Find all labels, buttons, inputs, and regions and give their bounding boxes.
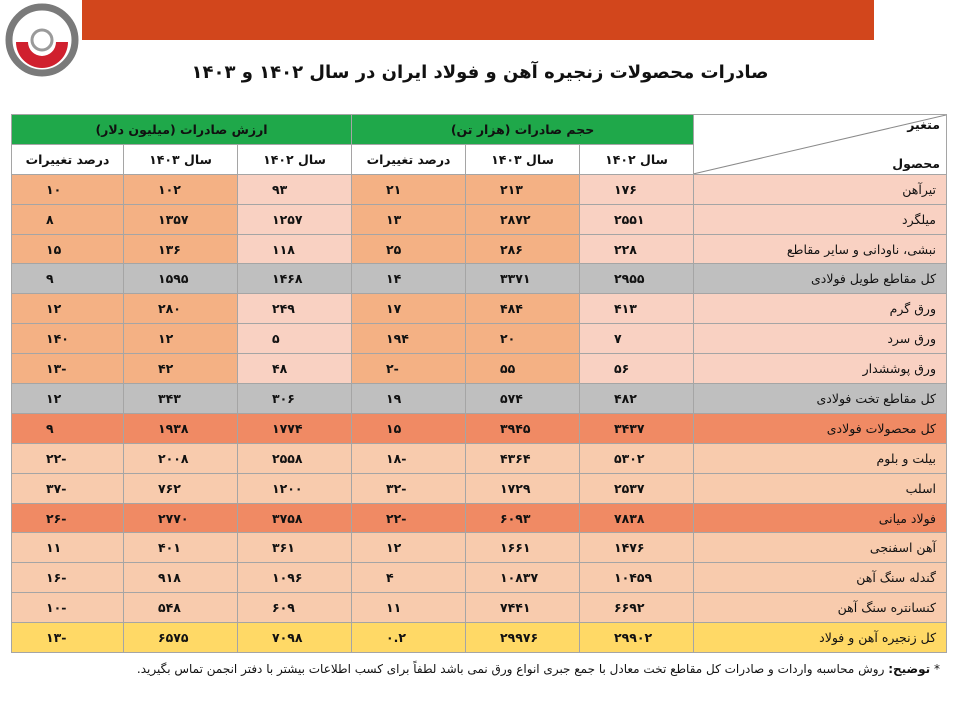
val-1403-cell: ۳۴۳ [124, 384, 238, 414]
vol-1402-cell: ۲۵۵۱ [580, 204, 694, 234]
vol-1403-cell: ۳۹۴۵ [466, 413, 580, 443]
table-row [12, 473, 947, 503]
footnote-text: روش محاسبه واردات و صادرات کل مقاطع تخت معادل با جمع جبری انواع ورق نمی باشد لطفاً برای کسب اطلاعات بیشتر با دفتر انجمن تماس بگیرید. [136, 662, 885, 676]
vol-change-cell: ۴ [352, 563, 466, 593]
vol-1402-cell: ۲۵۳۷ [580, 473, 694, 503]
val-1402-cell: ۳۰۶ [238, 384, 352, 414]
vol-1402-cell: ۵۶ [580, 354, 694, 384]
product-name-cell: گندله سنگ آهن [694, 563, 947, 593]
val-change-cell: ۱۲ [12, 294, 124, 324]
val-1402-cell: ۱۷۷۴ [238, 413, 352, 443]
val-1402-cell: ۱۲۰۰ [238, 473, 352, 503]
vol-change-cell: ۱۱ [352, 593, 466, 623]
vol-change-cell: -۲ [352, 354, 466, 384]
vol-1403-cell: ۵۵ [466, 354, 580, 384]
product-name-cell: کل مقاطع طویل فولادی [694, 264, 947, 294]
vol-1403-cell: ۱۶۶۱ [466, 533, 580, 563]
vol-change-cell: -۲۲ [352, 503, 466, 533]
val-1402-cell: ۱۴۶۸ [238, 264, 352, 294]
vol-change-cell: ۲۱ [352, 174, 466, 204]
val-1402-cell: ۲۵۵۸ [238, 443, 352, 473]
vol-1402-cell: ۲۹۵۵ [580, 264, 694, 294]
table-row [12, 354, 947, 384]
val-change-cell: ۱۰ [12, 174, 124, 204]
vol-change-cell: ۱۲ [352, 533, 466, 563]
table-row [12, 324, 947, 354]
val-change-cell: -۱۳ [12, 623, 124, 653]
footnote-label: توضیح: [888, 662, 931, 676]
val-1402-cell: ۳۶۱ [238, 533, 352, 563]
vol-1403-cell: ۲۸۶ [466, 234, 580, 264]
footnote-star: * [934, 662, 940, 676]
top-banner-bar [82, 0, 874, 40]
val-1402-cell: ۳۷۵۸ [238, 503, 352, 533]
product-name-cell: کنسانتره سنگ آهن [694, 593, 947, 623]
val-1402-cell: ۲۴۹ [238, 294, 352, 324]
vol-1403-cell: ۲۹۹۷۶ [466, 623, 580, 653]
val-1403-cell: ۱۹۳۸ [124, 413, 238, 443]
vol-change-cell: ۰.۲ [352, 623, 466, 653]
header-variable-label: متغیر [907, 117, 941, 132]
vol-change-cell: -۳۲ [352, 473, 466, 503]
header-val-1403: سال ۱۴۰۳ [124, 144, 238, 174]
val-1402-cell: ۱۱۸ [238, 234, 352, 264]
val-1403-cell: ۲۰۰۸ [124, 443, 238, 473]
product-name-cell: میلگرد [694, 204, 947, 234]
val-1403-cell: ۱۵۹۵ [124, 264, 238, 294]
table-row [12, 384, 947, 414]
table-row [12, 593, 947, 623]
vol-1402-cell: ۳۴۳۷ [580, 413, 694, 443]
val-1402-cell: ۵ [238, 324, 352, 354]
table-row [12, 563, 947, 593]
vol-1402-cell: ۷۸۳۸ [580, 503, 694, 533]
product-name-cell: تیرآهن [694, 174, 947, 204]
val-change-cell: -۱۶ [12, 563, 124, 593]
vol-1403-cell: ۳۳۷۱ [466, 264, 580, 294]
val-1403-cell: ۶۵۷۵ [124, 623, 238, 653]
val-1403-cell: ۹۱۸ [124, 563, 238, 593]
val-1402-cell: ۱۰۹۶ [238, 563, 352, 593]
val-1402-cell: ۴۸ [238, 354, 352, 384]
table-row [12, 623, 947, 653]
val-change-cell: -۳۷ [12, 473, 124, 503]
table-row [12, 533, 947, 563]
vol-change-cell: ۱۴ [352, 264, 466, 294]
vol-1402-cell: ۵۳۰۲ [580, 443, 694, 473]
product-name-cell: کل مقاطع تخت فولادی [694, 384, 947, 414]
vol-change-cell: ۱۹۴ [352, 324, 466, 354]
val-1403-cell: ۴۰۱ [124, 533, 238, 563]
header-volume-group: حجم صادرات (هزار تن) [352, 115, 694, 145]
vol-1403-cell: ۲۱۳ [466, 174, 580, 204]
vol-change-cell: ۱۵ [352, 413, 466, 443]
vol-1402-cell: ۱۰۴۵۹ [580, 563, 694, 593]
table-row [12, 294, 947, 324]
vol-1402-cell: ۱۷۶ [580, 174, 694, 204]
vol-change-cell: ۱۷ [352, 294, 466, 324]
val-change-cell: ۱۱ [12, 533, 124, 563]
table-row [12, 234, 947, 264]
exports-table [11, 114, 947, 653]
table-row [12, 264, 947, 294]
header-value-group: ارزش صادرات (میلیون دلار) [12, 115, 352, 145]
footnote [10, 660, 940, 678]
header-val-change: درصد تغییرات [12, 144, 124, 174]
product-name-cell: کل زنجیره آهن و فولاد [694, 623, 947, 653]
vol-1402-cell: ۴۸۲ [580, 384, 694, 414]
table-row [12, 204, 947, 234]
val-1403-cell: ۲۸۰ [124, 294, 238, 324]
val-1403-cell: ۴۲ [124, 354, 238, 384]
product-name-cell: ورق سرد [694, 324, 947, 354]
val-change-cell: -۲۲ [12, 443, 124, 473]
vol-1403-cell: ۶۰۹۳ [466, 503, 580, 533]
val-change-cell: -۱۳ [12, 354, 124, 384]
product-name-cell: ورق پوششدار [694, 354, 947, 384]
vol-1403-cell: ۲۸۷۲ [466, 204, 580, 234]
vol-1403-cell: ۱۷۲۹ [466, 473, 580, 503]
val-1403-cell: ۵۴۸ [124, 593, 238, 623]
val-1402-cell: ۶۰۹ [238, 593, 352, 623]
vol-1402-cell: ۷ [580, 324, 694, 354]
page-title: صادرات محصولات زنجیره آهن و فولاد ایران در سال ۱۴۰۲ و ۱۴۰۳ [191, 62, 769, 83]
vol-1402-cell: ۴۱۳ [580, 294, 694, 324]
product-name-cell: آهن اسفنجی [694, 533, 947, 563]
vol-1403-cell: ۴۳۶۴ [466, 443, 580, 473]
vol-1402-cell: ۲۲۸ [580, 234, 694, 264]
val-change-cell: -۱۰ [12, 593, 124, 623]
val-1402-cell: ۱۲۵۷ [238, 204, 352, 234]
val-1403-cell: ۱۲ [124, 324, 238, 354]
val-1403-cell: ۱۰۲ [124, 174, 238, 204]
product-name-cell: فولاد میانی [694, 503, 947, 533]
header-product-label: محصول [892, 155, 941, 171]
val-change-cell: -۲۶ [12, 503, 124, 533]
vol-1403-cell: ۲۰ [466, 324, 580, 354]
vol-1402-cell: ۲۹۹۰۲ [580, 623, 694, 653]
table-row [12, 174, 947, 204]
vol-1402-cell: ۱۴۷۶ [580, 533, 694, 563]
product-name-cell: نبشی، ناودانی و سایر مقاطع [694, 234, 947, 264]
product-name-cell: کل محصولات فولادی [694, 413, 947, 443]
vol-1403-cell: ۷۴۴۱ [466, 593, 580, 623]
vol-change-cell: -۱۸ [352, 443, 466, 473]
vol-1403-cell: ۱۰۸۳۷ [466, 563, 580, 593]
val-1402-cell: ۹۳ [238, 174, 352, 204]
header-vol-1403: سال ۱۴۰۳ [466, 144, 580, 174]
val-1402-cell: ۷۰۹۸ [238, 623, 352, 653]
header-group-row [12, 115, 947, 145]
vol-change-cell: ۱۳ [352, 204, 466, 234]
val-1403-cell: ۱۳۶ [124, 234, 238, 264]
table-row [12, 443, 947, 473]
vol-1403-cell: ۵۷۴ [466, 384, 580, 414]
header-val-1402: سال ۱۴۰۲ [238, 144, 352, 174]
product-name-cell: بیلت و بلوم [694, 443, 947, 473]
table-body [12, 174, 947, 652]
vol-1403-cell: ۴۸۴ [466, 294, 580, 324]
val-1403-cell: ۲۷۷۰ [124, 503, 238, 533]
val-1403-cell: ۱۳۵۷ [124, 204, 238, 234]
val-change-cell: ۹ [12, 264, 124, 294]
product-name-cell: ورق گرم [694, 294, 947, 324]
val-1403-cell: ۷۶۲ [124, 473, 238, 503]
val-change-cell: ۱۴۰ [12, 324, 124, 354]
header-corner-cell [694, 115, 947, 175]
header-vol-1402: سال ۱۴۰۲ [580, 144, 694, 174]
val-change-cell: ۱۲ [12, 384, 124, 414]
val-change-cell: ۸ [12, 204, 124, 234]
val-change-cell: ۹ [12, 413, 124, 443]
vol-change-cell: ۲۵ [352, 234, 466, 264]
val-change-cell: ۱۵ [12, 234, 124, 264]
product-name-cell: اسلب [694, 473, 947, 503]
header-vol-change: درصد تغییرات [352, 144, 466, 174]
vol-change-cell: ۱۹ [352, 384, 466, 414]
vol-1402-cell: ۶۶۹۲ [580, 593, 694, 623]
table-row [12, 503, 947, 533]
table-row [12, 413, 947, 443]
